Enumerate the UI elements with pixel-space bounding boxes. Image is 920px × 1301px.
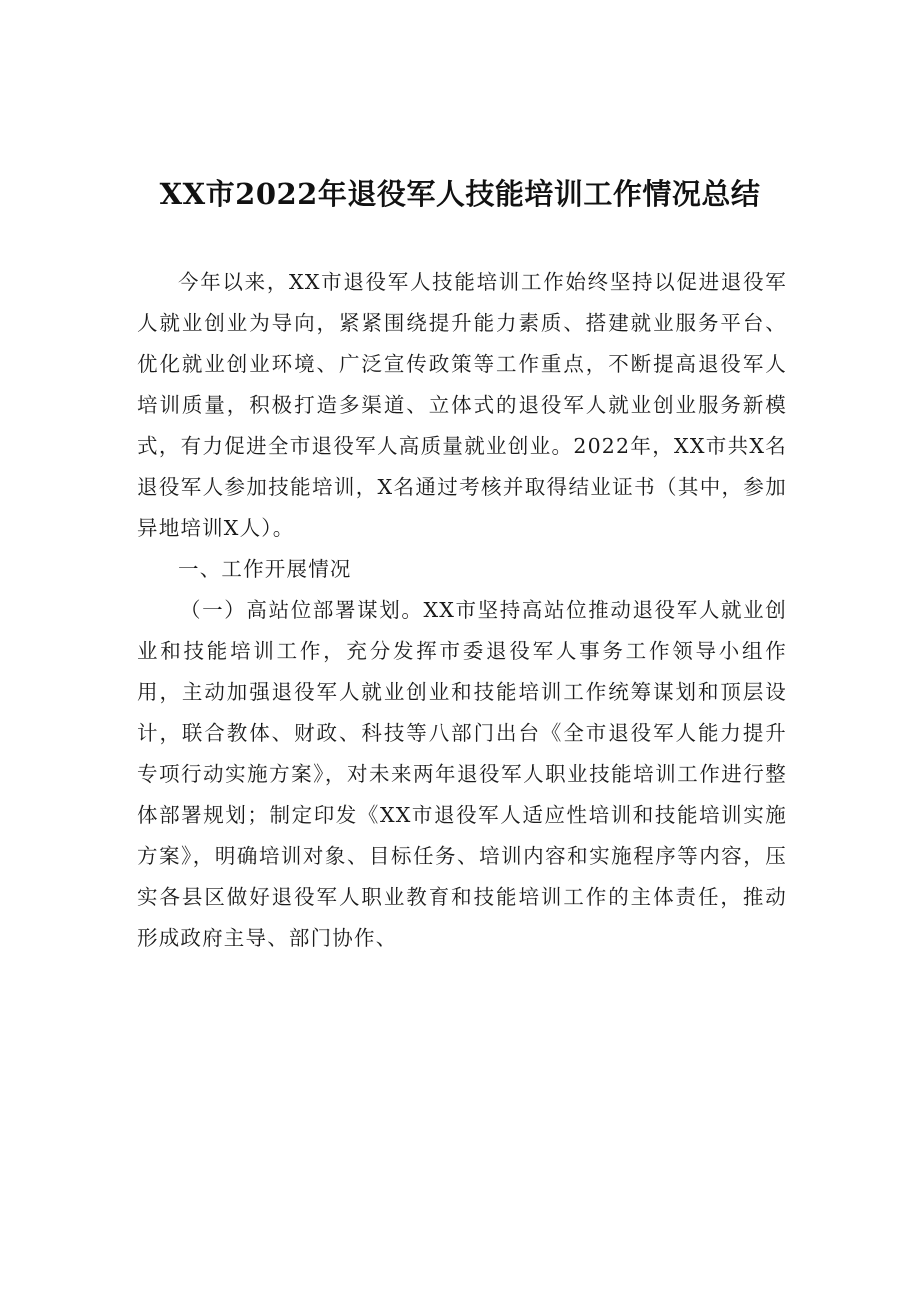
section-heading: 一、工作开展情况 bbox=[178, 557, 352, 581]
document-title: XX市2022年退役军人技能培训工作情况总结 bbox=[159, 177, 761, 211]
document-body bbox=[137, 262, 787, 959]
intro-paragraph: 今年以来，XX市退役军人技能培训工作始终坚持以促进退役军人就业创业为导向，紧紧围绕提升能力素质、搭建就业服务平台、优化就业创业环境、广泛宣传政策等工作重点，不断提高退役军人培训质量，积极打造多渠道、立体式的退役军人就业创业服务新模式，有力促进全市退役军人高质量就业创业。2022年，XX市共X名退役军人参加技能培训，X名通过考核并取得结业证书（其中，参加异地培训X人）。 bbox=[137, 270, 787, 540]
subsection-paragraph: （一）高站位部署谋划。XX市坚持高站位推动退役军人就业创业和技能培训工作，充分发挥市委退役军人事务工作领导小组作用，主动加强退役军人就业创业和技能培训工作统筹谋划和顶层设计，联合教体、财政、科技等八部门出台《全市退役军人能力提升专项行动实施方案》，对未来两年退役军人职业技能培训工作进行整体部署规划；制定印发《XX市退役军人适应性培训和技能培训实施方案》，明确培训对象、目标任务、培训内容和实施程序等内容，压实各县区做好退役军人职业教育和技能培训工作的主体责任，推动形成政府主导、部门协作、 bbox=[137, 598, 787, 950]
